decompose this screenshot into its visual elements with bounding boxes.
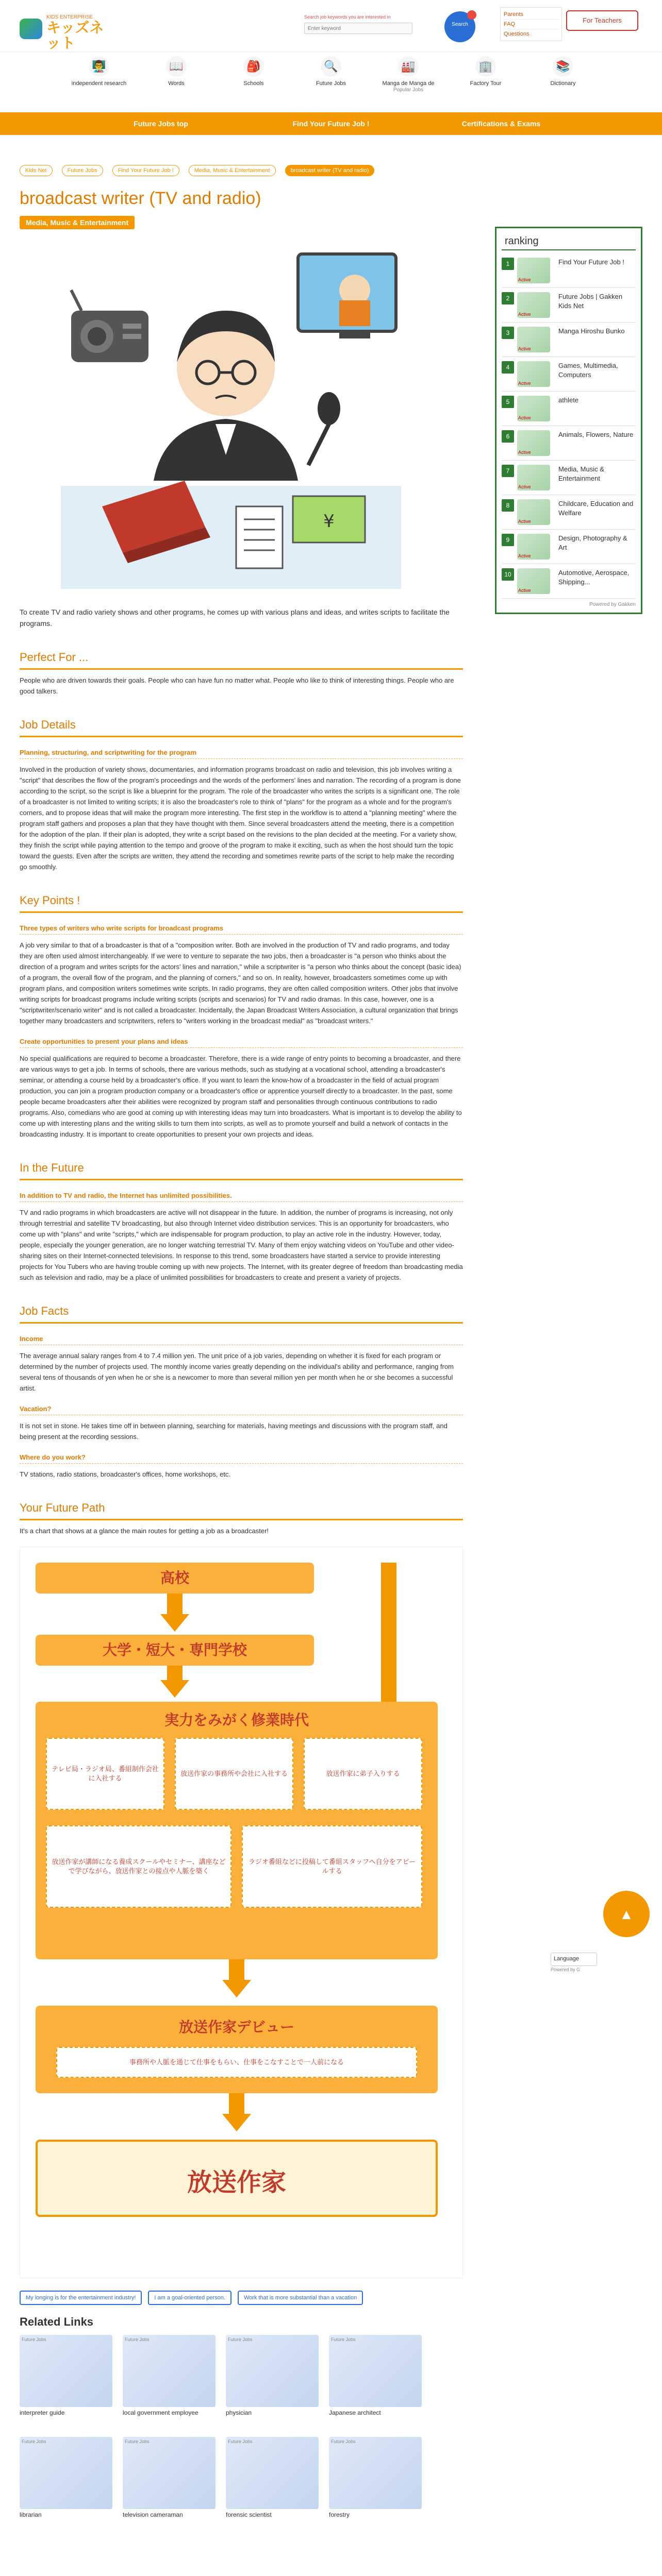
related-label: forensic scientist (226, 2511, 272, 2518)
rank-thumbnail (517, 534, 550, 560)
section-heading: Job Facts (20, 1304, 463, 1324)
search-button-label: Search (452, 22, 468, 27)
related-tag: Future Jobs (228, 2439, 253, 2444)
chart-arrow (229, 1959, 244, 1980)
section-heading: Key Points ! (20, 894, 463, 913)
section-text: The average annual salary ranges from 4 to 7.4 million yen. The unit price of a job varies, depending on whether it is fixed for each program or determined by the number of projects used. The monthly income varies greatly depending on the individual's ability and performance, ranging from several tens of thousands of yen when he or she is a newcomer to more than several million yen per month when he or she becomes a successful artist. (20, 1352, 454, 1392)
category-label: Dictionary (550, 80, 576, 87)
active-badge: Active (518, 519, 531, 524)
rank-thumbnail (517, 361, 550, 387)
ranking-sidebar (495, 227, 642, 614)
rank-label: Media, Music & Entertainment (558, 465, 604, 482)
active-badge: Active (518, 312, 531, 317)
related-label: librarian (20, 2511, 42, 2518)
rank-thumbnail (517, 465, 550, 490)
sub-heading: Three types of writers who write scripts for broadcast programs (20, 924, 463, 935)
chart-arrow-tip (222, 2114, 251, 2131)
category-item[interactable] (215, 52, 292, 103)
category-sublabel: Popular Jobs (393, 87, 424, 93)
chart-step-training (36, 1702, 438, 1959)
section-text: No special qualifications are required to become a broadcaster. Therefore, there is a wide range of entry points to becoming a broadcaster, and there are various ways to get a job. In terms of schools, there are various methods, such as studying at a vocational school, attending a broadcaster's seminar, or attending a course held by a broadcaster's office. If you want to learn the know-how of a broadcaster in the field of actual program production, you can join a program production company or a broadcaster's office or apprentice yourself directly to a broadcaster. In the past, some people became broadcasters after their abilities were recognized by program staff and personalities through continuous contributions to radio programs. Also, comedians who are good at coming up with interesting ideas may turn into broadcasters. What is important is to develop the ability to come up with interesting plans and the writing skills to turn them into scripts, as well as to promote yourself and build a network of contacts in the broadcasting industry. It is important to create opportunities to present your own projects and ideas. (20, 1055, 462, 1138)
breadcrumb (20, 165, 374, 176)
chart-arrow (229, 2093, 244, 2114)
category-item[interactable] (447, 52, 524, 103)
quiz-button[interactable]: I am a goal-oriented person. (148, 2291, 231, 2305)
rank-number: 6 (502, 430, 514, 443)
category-tag[interactable]: Media, Music & Entertainment (20, 216, 135, 229)
active-badge: Active (518, 553, 531, 558)
section-text: A job very similar to that of a broadcaster is that of a "composition writer. Both are involved in the production of TV and radio programs, and today they are often used almost interchangeably. If we were to venture to separate the two jobs, then a broadcaster is "a person who thinks about the direction of a program and writes scripts for the actors' lines and narration," while a scriptwriter is "a person who thinks about the concept (basic idea) of a program, the overall flow of the program, and the planning of corners," and so on. In reality, however, broadcasters sometimes come up with program plans, and composition writers sometimes write scripts. In radio programs, they are often called composition writers. Other jobs that involve writing scripts for broadcast programs include writing scripts (scripts and scenarios) for TV and radio dramas. In this case, however, one is a "scriptwriter/scenario writer" and is not called a broadcaster. Incidentally, the Japan Broadcast Writers Association, a cultural organization that brings together many broadcasters and scriptwriters, refers to "writers working in the broadcast medial" as "broadcast writers." (20, 941, 461, 1025)
breadcrumb-item[interactable]: Find Your Future Job ! (112, 165, 179, 176)
chart-step-label: 高校 (160, 1570, 189, 1586)
related-tag: Future Jobs (22, 2439, 46, 2444)
main-content (20, 180, 463, 2518)
nav-future-jobs-top[interactable]: Future Jobs top (134, 120, 188, 128)
ranking-item[interactable] (502, 530, 636, 564)
sub-heading: Create opportunities to present your plans and ideas (20, 1038, 463, 1048)
category-label: independent research (71, 80, 127, 87)
manga-icon: 🏭 (398, 56, 419, 77)
chart-arrow (167, 1666, 183, 1681)
category-label: Manga de Manga de (382, 80, 435, 87)
rank-number: 9 (502, 534, 514, 546)
active-badge: Active (518, 415, 531, 420)
search-area (304, 14, 438, 39)
factory-icon: 🏢 (475, 56, 496, 77)
chart-step-label: 放送作家 (187, 2169, 286, 2196)
rank-number: 5 (502, 396, 514, 408)
sub-heading: Vacation? (20, 1405, 463, 1415)
logo-mark-icon (20, 19, 42, 39)
rank-label: Automotive, Aerospace, Shipping... (558, 569, 630, 586)
related-link[interactable] (123, 2437, 216, 2518)
active-badge: Active (518, 277, 531, 282)
category-label: Words (168, 80, 185, 87)
category-item[interactable] (370, 52, 447, 103)
category-label: Schools (243, 80, 264, 87)
related-label: forestry (329, 2511, 350, 2518)
active-badge: Active (518, 346, 531, 351)
chart-step-debut (36, 2006, 438, 2093)
chart-step-label: 放送作家デビュー (178, 2019, 294, 2035)
money-icon (293, 496, 365, 543)
notification-badge-icon (467, 10, 476, 20)
documents-icon (236, 506, 283, 568)
ranking-item[interactable] (502, 357, 636, 392)
related-thumbnail (226, 2437, 319, 2509)
site-header (0, 0, 662, 52)
related-label: physician (226, 2409, 252, 2416)
related-link[interactable] (20, 2437, 112, 2518)
category-item[interactable] (292, 52, 370, 103)
rank-number: 10 (502, 568, 514, 581)
logo-subtitle: KIDS ENTERPRISE (46, 14, 93, 20)
related-link[interactable] (226, 2437, 319, 2518)
chart-arrow-tip (160, 1614, 189, 1632)
related-tag: Future Jobs (125, 2337, 150, 2342)
section-text: Involved in the production of variety shows, documentaries, and information programs broadcast on radio and television, this job involves writing a "script" that describes the flow of the program's proceedings and the words of the performers' lines and narration. The recording of a program is done according to the script, so the script is like a blueprint for the program. The role of the broadcaster who writes the scripts is a significant one. The role of a broadcaster is not limited to writing scripts; it is also the broadcaster's role to think of "plans" for the program as a whole and for the program's corners, and to propose ideas that will make the program more interesting. The first step in the workflow is to attend a "planning meeting" where the program staff gathers and proposes a plan that they have thought with them. Since several broadcasters attend the meeting, there is a competition for the adoption of the plan. If their plan is adopted, they write a script based on the revisions to the plan decided at the meeting. For a variety show, they finish the script while paying attention to the tempo and groove of the program to make it exciting, such as when the host should turn the topic toward the guests. Even after the scripts are written, they attend the recording and sometimes rewrite parts of the script to help make the recording go smoothly. (20, 766, 461, 871)
ranking-item[interactable] (502, 323, 636, 357)
rank-number: 1 (502, 258, 514, 270)
rank-thumbnail (517, 568, 550, 594)
ranking-item[interactable] (502, 253, 636, 288)
ranking-item[interactable] (502, 461, 636, 495)
category-item[interactable] (524, 52, 602, 103)
related-thumbnail (20, 2335, 112, 2407)
language-select[interactable]: Language (551, 1953, 597, 1966)
section-text: It is not set in stone. He takes time off in between planning, searching for materials, having meetings and discussions with the program staff, and being present at the recording sessions. (20, 1422, 448, 1440)
future-jobs-icon: 🔍 (321, 56, 341, 77)
career-path-chart (20, 1547, 463, 2278)
sub-heading: In addition to TV and radio, the Internet has unlimited possibilities. (20, 1192, 463, 1202)
related-link[interactable] (226, 2335, 319, 2416)
active-badge: Active (518, 484, 531, 489)
active-badge: Active (518, 588, 531, 593)
rank-label: Childcare, Education and Welfare (558, 500, 634, 517)
related-tag: Future Jobs (125, 2439, 150, 2444)
breadcrumb-current: broadcast writer (TV and radio) (285, 165, 375, 176)
section-heading: Job Details (20, 718, 463, 737)
active-badge: Active (518, 381, 531, 386)
ranking-footer: Powered by Gakken (589, 602, 636, 607)
television-icon (298, 254, 396, 338)
related-thumbnail (123, 2335, 216, 2407)
back-to-top-button[interactable]: ▲ (603, 1891, 650, 1937)
related-tag: Future Jobs (228, 2337, 253, 2342)
related-thumbnail (123, 2437, 216, 2509)
rank-thumbnail (517, 499, 550, 525)
related-thumbnail (329, 2335, 422, 2407)
ranking-item[interactable] (502, 392, 636, 426)
help-links (500, 7, 562, 41)
related-thumbnail (329, 2437, 422, 2509)
related-label: interpreter guide (20, 2409, 65, 2416)
ranking-item[interactable] (502, 564, 636, 599)
quiz-button[interactable]: My longing is for the entertainment industry! (20, 2291, 142, 2305)
schools-icon: 🎒 (243, 56, 264, 77)
ranking-item[interactable] (502, 426, 636, 461)
section-text: People who are driven towards their goals. People who can have fun no matter what. People who like to think of interesting things. People who are good talkers. (20, 676, 454, 695)
chart-arrow (167, 1594, 183, 1614)
help-link-parents[interactable]: Parents (503, 10, 559, 20)
category-nav (0, 52, 662, 103)
chart-arrow-tip (222, 1980, 251, 1997)
rank-number: 7 (502, 465, 514, 477)
related-label: Japanese architect (329, 2409, 381, 2416)
logo-title: キッズネット (46, 20, 104, 51)
intro-text: To create TV and radio variety shows and other programs, he comes up with various plans and ideas, and writes scripts to facilitate the programs. (20, 608, 450, 628)
chart-step-label: 実力をみがく修業時代 (164, 1712, 309, 1728)
related-label: local government employee (123, 2409, 198, 2416)
rank-number: 3 (502, 327, 514, 339)
related-tag: Future Jobs (331, 2439, 356, 2444)
rank-label: athlete (558, 396, 579, 404)
chart-option-box: ラジオ番組などに投稿して番組スタッフへ自分をアピールする (242, 1825, 422, 1908)
rank-thumbnail (517, 396, 550, 421)
related-thumbnail (226, 2335, 319, 2407)
search-button[interactable] (444, 11, 475, 42)
chart-step-label: 大学・短大・専門学校 (102, 1642, 247, 1658)
related-links-grid (20, 2335, 463, 2518)
broadcast-writer-illustration (40, 239, 411, 599)
breadcrumb-item[interactable]: Media, Music & Entertainment (189, 165, 276, 176)
language-powered-by: Powered by G (551, 1967, 581, 1972)
related-link[interactable] (329, 2335, 422, 2416)
sub-heading: Income (20, 1335, 463, 1345)
category-label: Factory Tour (470, 80, 502, 87)
chart-step-university (36, 1635, 314, 1666)
page-title: broadcast writer (TV and radio) (20, 189, 261, 208)
rank-label: Design, Photography & Art (558, 534, 627, 551)
nav-find-your-future-job[interactable]: Find Your Future Job ! (292, 120, 370, 128)
rank-label: Future Jobs | Gakken Kids Net (558, 293, 623, 310)
related-link[interactable] (20, 2335, 112, 2416)
ranking-title: ranking (502, 233, 636, 250)
chart-option-box: 放送作家が講師になる養成スクールやセミナー、講座などで学びながら、放送作家との接点や人脈を築く (46, 1825, 231, 1908)
rank-number: 2 (502, 292, 514, 304)
rank-thumbnail (517, 327, 550, 352)
section-heading: Perfect For ... (20, 651, 463, 670)
rank-number: 4 (502, 361, 514, 374)
chart-option-box: 放送作家の事務所や会社に入社する (175, 1738, 293, 1810)
rank-label: Animals, Flowers, Nature (558, 431, 634, 438)
section-text: TV and radio programs in which broadcasters are active will not disappear in the future. In addition, the number of programs is increasing, not only through terrestrial and satellite TV broadcasting, but also through Internet video distribution services. This is an opportunity for broadcasters, who come up with "plans" and write "scripts," which are indispensable for program production, to play an active role in the industry. However, today, people, especially the younger generation, are no longer watching terrestrial TV. Many of them enjoy watching videos on YouTube and other video-sharing sites on their Internet-connected televisions. In response to this trend, some broadcasters have started a service to provide interesting projects for You Tubers who are having trouble coming up with new projects. The Internet, with its greater degree of freedom than broadcasting media such as television and radio, may be a place of unlimited possibilities for broadcasters to create and present a variety of projects. (20, 1209, 463, 1281)
section-text: It's a chart that shows at a glance the main routes for getting a job as a broadcaster! (20, 1527, 269, 1535)
section-nav-bar (0, 112, 662, 135)
section-heading: In the Future (20, 1161, 463, 1180)
breadcrumb-item[interactable]: Kids Net (20, 165, 53, 176)
site-logo[interactable] (20, 14, 112, 51)
related-links-heading: Related Links (20, 2315, 94, 2328)
words-icon: 📖 (166, 56, 187, 77)
chart-step-high-school (36, 1563, 314, 1594)
chart-option-box: 事務所や人脈を通じて仕事をもらい、仕事をこなすことで一人前になる (56, 2047, 417, 2078)
sub-heading: Where do you work? (20, 1453, 463, 1464)
search-hint: Search job keywords you are interested in (304, 14, 391, 20)
rank-label: Games, Multimedia, Computers (558, 362, 618, 379)
quiz-buttons (20, 2291, 463, 2305)
rank-thumbnail (517, 430, 550, 456)
ranking-item[interactable] (502, 288, 636, 323)
chart-arrow-tip (160, 1680, 189, 1698)
rank-thumbnail (517, 258, 550, 283)
rank-thumbnail (517, 292, 550, 318)
ranking-item[interactable] (502, 495, 636, 530)
help-link-questions[interactable]: Questions (504, 31, 529, 37)
related-tag: Future Jobs (331, 2337, 356, 2342)
chart-option-box: テレビ局・ラジオ局、番組制作会社に入社する (46, 1738, 164, 1810)
related-thumbnail (20, 2437, 112, 2509)
related-link[interactable] (123, 2335, 216, 2416)
sub-heading: Planning, structuring, and scriptwriting for the program (20, 749, 463, 759)
teachers-button[interactable]: For Teachers (566, 10, 638, 31)
rank-label: Manga Hiroshu Bunko (558, 327, 625, 335)
category-item[interactable] (60, 52, 138, 103)
chart-final-broadcast-writer (36, 2140, 438, 2217)
search-input[interactable] (304, 23, 412, 34)
quiz-button[interactable]: Work that is more substantial than a vacation (238, 2291, 363, 2305)
section-text: TV stations, radio stations, broadcaster's offices, home workshops, etc. (20, 1470, 231, 1478)
dictionary-icon: 📚 (553, 56, 573, 77)
nav-certifications[interactable]: Certifications & Exams (461, 120, 541, 128)
related-tag: Future Jobs (22, 2337, 46, 2342)
related-label: television cameraman (123, 2511, 183, 2518)
category-item[interactable] (138, 52, 215, 103)
rank-label: Find Your Future Job ! (558, 258, 624, 266)
active-badge: Active (518, 450, 531, 455)
help-link-faq[interactable]: FAQ (503, 20, 559, 29)
breadcrumb-item[interactable]: Future Jobs (62, 165, 103, 176)
rank-number: 8 (502, 499, 514, 512)
svg-text:¥: ¥ (323, 511, 335, 532)
category-label: Future Jobs (316, 80, 346, 87)
related-link[interactable] (329, 2437, 422, 2518)
section-heading: Your Future Path (20, 1501, 463, 1520)
chart-option-box: 放送作家に弟子入りする (304, 1738, 422, 1810)
professions-icon: 👨‍🏫 (89, 56, 109, 77)
hero-illustration (40, 239, 411, 599)
